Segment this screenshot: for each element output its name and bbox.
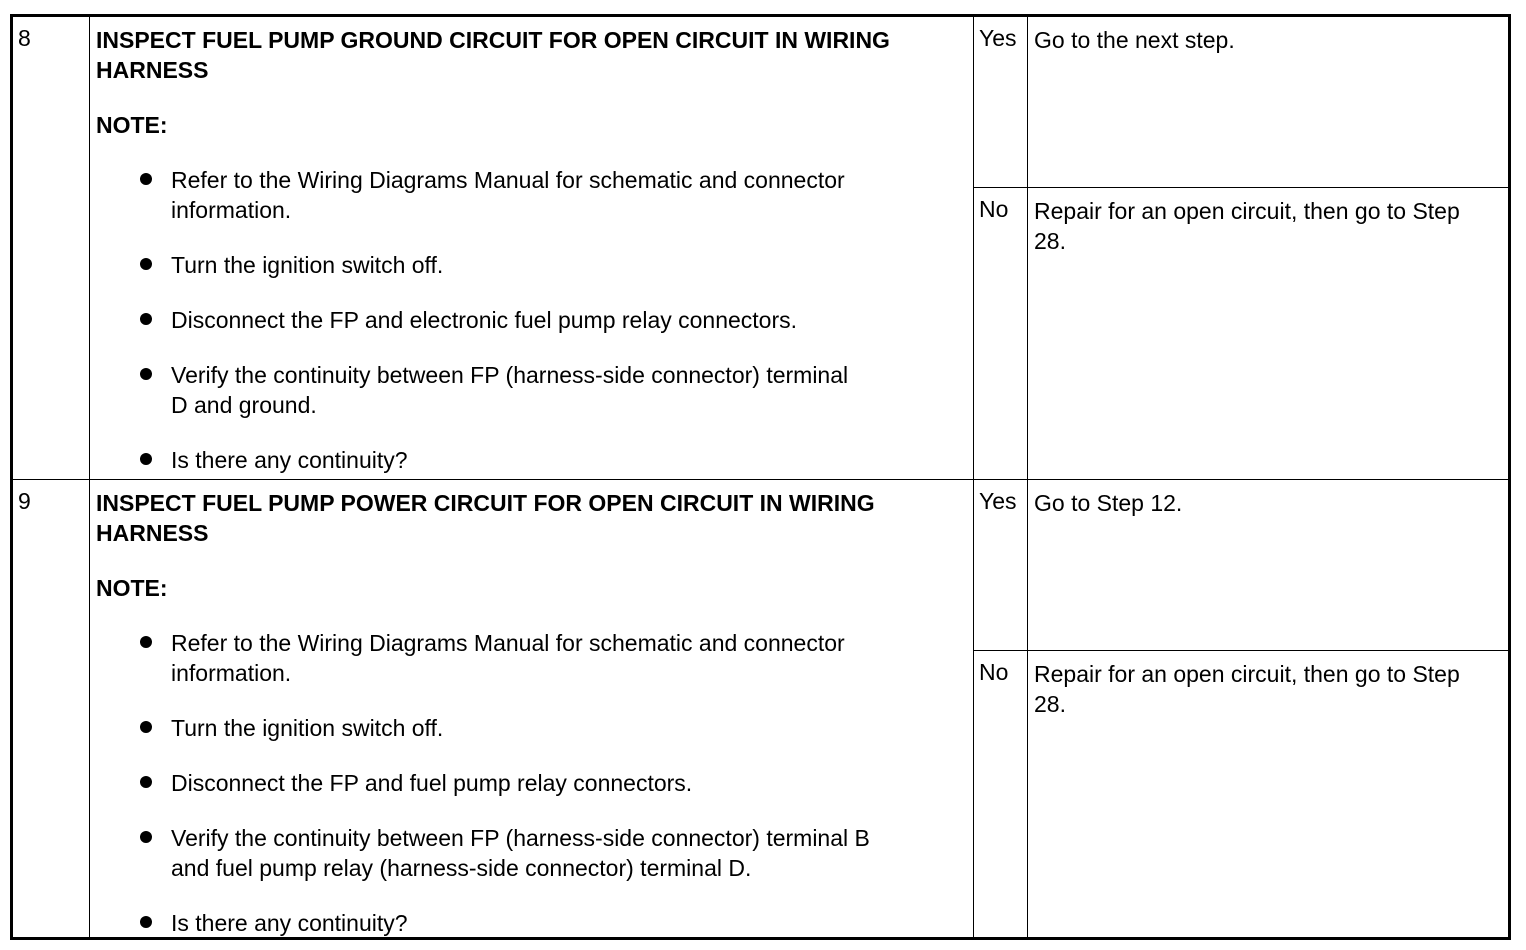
note-bullet (96, 165, 871, 225)
step-title: INSPECT FUEL PUMP POWER CIRCUIT FOR OPEN CIRCUIT IN WIRING HARNESS (96, 490, 875, 546)
bullet-text: Turn the ignition switch off. (171, 252, 444, 278)
note-bullet (96, 713, 871, 743)
yes-result (974, 480, 1508, 651)
note-bullet (96, 628, 871, 688)
step-action-cell (90, 17, 974, 479)
yes-label: Yes (974, 17, 1028, 187)
bullet-icon (140, 831, 152, 843)
note-bullet (96, 823, 871, 883)
bullet-text: Is there any continuity? (171, 910, 408, 936)
answer-cells (974, 480, 1508, 940)
bullet-text: Refer to the Wiring Diagrams Manual for schematic and connector information. (171, 630, 845, 686)
yes-action: Go to the next step. (1034, 27, 1235, 53)
note-bullet (96, 445, 871, 475)
step-row (13, 17, 1508, 480)
step-number: 9 (13, 480, 90, 940)
bullet-text: Is there any continuity? (171, 447, 408, 473)
note-bullet (96, 908, 871, 938)
yes-action: Go to Step 12. (1034, 490, 1183, 516)
bullet-icon (140, 636, 152, 648)
step-row (13, 480, 1508, 940)
step-action-cell (90, 480, 974, 940)
bullet-text: Disconnect the FP and fuel pump relay connectors. (171, 770, 693, 796)
note-bullet (96, 768, 871, 798)
yes-result (974, 17, 1508, 188)
bullet-icon (140, 368, 152, 380)
step-title: INSPECT FUEL PUMP GROUND CIRCUIT FOR OPEN CIRCUIT IN WIRING HARNESS (96, 27, 890, 83)
answer-cells (974, 17, 1508, 479)
bullet-text: Disconnect the FP and electronic fuel pump relay connectors. (171, 307, 798, 333)
note-bullet (96, 250, 871, 280)
bullet-icon (140, 173, 152, 185)
no-label: No (974, 651, 1028, 940)
bullet-text: Verify the continuity between FP (harness-side connector) terminal B and fuel pump relay (harness-side connector) terminal D. (171, 825, 870, 881)
no-result (974, 188, 1508, 479)
yes-label: Yes (974, 480, 1028, 650)
bullet-icon (140, 313, 152, 325)
note-label: NOTE: (96, 112, 168, 138)
note-label: NOTE: (96, 575, 168, 601)
step-number: 8 (13, 17, 90, 479)
no-label: No (974, 188, 1028, 479)
bullet-icon (140, 776, 152, 788)
no-result (974, 651, 1508, 940)
bullet-text: Turn the ignition switch off. (171, 715, 444, 741)
diagnostic-table (10, 14, 1511, 940)
no-action: Repair for an open circuit, then go to Step 28. (1034, 198, 1460, 254)
bullet-icon (140, 453, 152, 465)
bullet-icon (140, 258, 152, 270)
bullet-icon (140, 916, 152, 928)
bullet-text: Verify the continuity between FP (harness-side connector) terminal D and ground. (171, 362, 849, 418)
bullet-icon (140, 721, 152, 733)
note-bullet-list (96, 165, 973, 475)
note-bullet (96, 360, 871, 420)
note-bullet (96, 305, 871, 335)
bullet-text: Refer to the Wiring Diagrams Manual for schematic and connector information. (171, 167, 845, 223)
note-bullet-list (96, 628, 973, 938)
no-action: Repair for an open circuit, then go to Step 28. (1034, 661, 1460, 717)
